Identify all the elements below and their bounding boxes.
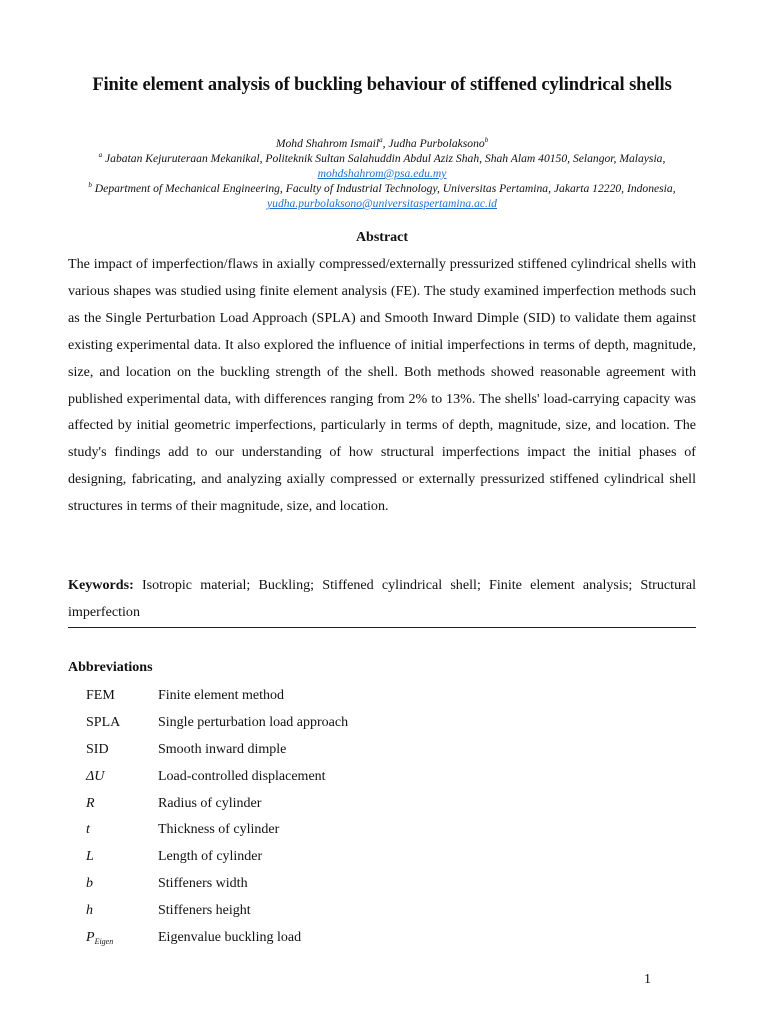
affiliation-a <box>68 151 696 181</box>
abbreviation-definition: Smooth inward dimple <box>158 741 287 757</box>
abbreviation-row <box>86 737 486 764</box>
keywords-text: Isotropic material; Buckling; Stiffened cylindrical shell; Finite element analysis; Structural imperfection <box>68 577 696 620</box>
abstract-body: The impact of imperfection/flaws in axially compressed/externally pressurized stiffened cylindrical shells with various shapes was studied using finite element analysis (FE). The study examined imperfection methods such as the Single Perturbation Load Approach (SPLA) and Smooth Inward Dimple (SID) to validate them against existing experimental data. It also explored the influence of initial imperfections in terms of depth, magnitude, size, and location on the buckling strength of the shell. Both methods showed reasonable agreement with published experimental data, with differences ranging from 2% to 13%. The shells' load-carrying capacity was affected by initial geometric imperfections, particularly in terms of depth, magnitude, size, and location. The study's findings add to our understanding of how structural imperfections impact the initial phases of designing, fabricating, and analyzing axially compressed or externally pressurized stiffened cylindrical shell structures in terms of their magnitude, size, and location. <box>68 256 696 515</box>
author-line <box>68 136 696 151</box>
abbreviation-definition: Stiffeners height <box>158 902 251 918</box>
keywords-label: Keywords: <box>68 577 134 593</box>
abbreviation-term: R <box>86 795 95 811</box>
author-name: Judha Purbolaksono <box>388 137 485 150</box>
author-name: Mohd Shahrom Ismail <box>275 137 380 150</box>
abbreviation-row <box>86 683 486 710</box>
abbreviation-term: ΔU <box>86 768 105 784</box>
abbreviation-definition: Finite element method <box>158 688 284 704</box>
affiliation-marker: a <box>379 136 383 145</box>
keywords <box>68 572 696 628</box>
abbreviation-definition: Thickness of cylinder <box>158 822 280 838</box>
abbreviation-row <box>86 897 486 924</box>
affiliation-marker: b <box>484 136 489 145</box>
affiliation-b <box>68 181 696 211</box>
paper-title: Finite element analysis of buckling behaviour of stiffened cylindrical shells <box>92 75 672 95</box>
page-number: 1 <box>644 972 651 987</box>
abbreviation-term: SPLA <box>86 715 121 731</box>
abbreviation-definition: Stiffeners width <box>158 875 248 891</box>
abbreviation-definition: Eigenvalue buckling load <box>158 929 302 945</box>
abbreviation-row <box>86 790 486 817</box>
abbreviation-term: SID <box>86 741 109 757</box>
affiliation-text: Department of Mechanical Engineering, Faculty of Industrial Technology, Universitas Pertamina, Jakarta 12220, Indonesia, <box>91 182 676 195</box>
symbol-subscript: Eigen <box>94 936 114 946</box>
abbreviation-row <box>86 844 486 871</box>
author-separator: , <box>382 137 389 150</box>
abbreviation-row <box>86 871 486 898</box>
abbreviation-term: L <box>86 849 94 865</box>
abbreviation-definition: Radius of cylinder <box>158 795 262 811</box>
author-block <box>68 136 696 211</box>
abbreviation-row <box>86 710 486 737</box>
abbreviation-definition: Length of cylinder <box>158 849 263 865</box>
abbreviation-definition: Single perturbation load approach <box>158 715 349 731</box>
affiliation-marker: b <box>88 181 92 190</box>
abbreviations-heading: Abbreviations <box>68 660 153 675</box>
abbreviation-row <box>86 924 486 951</box>
abbreviation-term: FEM <box>86 688 115 704</box>
abbreviation-term: h <box>86 902 93 918</box>
abbreviation-row <box>86 817 486 844</box>
abbreviation-term: t <box>86 822 90 838</box>
abbreviation-term: b <box>86 875 93 891</box>
email-link[interactable]: mohdshahrom@psa.edu.my <box>317 167 447 180</box>
affiliation-text: Jabatan Kejuruteraan Mekanikal, Politeknik Sultan Salahuddin Abdul Aziz Shah, Shah Alam 40150, Selangor, Malaysia, <box>102 152 666 165</box>
email-link[interactable]: yudha.purbolaksono@universitaspertamina.ac.id <box>267 197 497 210</box>
abbreviation-definition: Load-controlled displacement <box>158 768 326 784</box>
abbreviation-row <box>86 763 486 790</box>
abbreviations-list <box>86 683 486 951</box>
abbreviation-term <box>86 930 158 946</box>
symbol-base: P <box>86 929 95 945</box>
affiliation-marker: a <box>98 151 103 160</box>
abstract-heading: Abstract <box>355 230 409 245</box>
